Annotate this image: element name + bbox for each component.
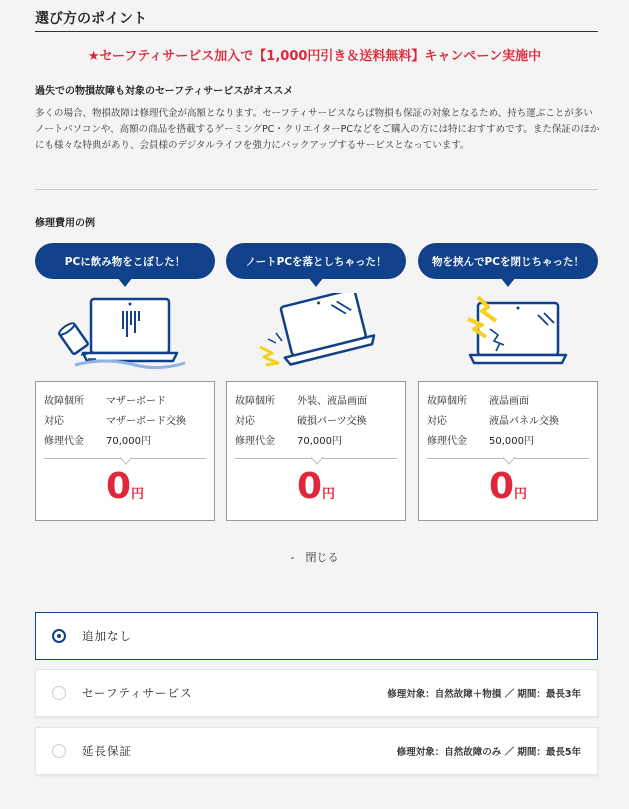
part-value: 外装、液晶画面 [297,396,367,407]
option-label: セーフティサービス [82,686,193,700]
cost-value: 70,000円 [297,436,342,447]
part-row [427,392,589,412]
action-row [44,412,206,432]
radio-unselected-icon[interactable] [52,744,66,758]
dropped-laptop-icon [246,293,386,373]
action-label: 対応 [235,416,255,427]
price-unit: 円 [131,487,145,502]
cost-value: 50,000円 [489,436,534,447]
action-value: 破損パーツ交換 [297,416,367,427]
repair-example-pinch [418,243,598,523]
campaign-banner: ★セーフティサービス加入で【1,000円引き＆送料無料】キャンペーン実施中 [87,49,542,64]
repair-detail-card [35,381,215,521]
cost-value: 70,000円 [106,436,151,447]
repair-example-spill [35,243,215,523]
cost-row [427,432,589,452]
part-value: マザーボード [106,396,166,407]
price-unit: 円 [322,487,336,502]
repair-example-drop [226,243,406,523]
bubble-tail [500,277,516,287]
price-value: 0 [296,466,323,507]
card-divider [235,458,397,459]
action-row [427,412,589,432]
example-title-bubble: ノートPCを落としちゃった！ [226,243,406,279]
chevron-down-icon [120,457,132,465]
radio-unselected-icon[interactable] [52,686,66,700]
bubble-tail [308,277,324,287]
radio-selected-icon[interactable] [52,629,66,643]
description-text: 多くの場合、物損故障は修理代金が高額となります。セーフティサービスならば物損も保証の対象となるため、持ち運ぶことが多いノートパソコンや、高額の商品を搭載するゲーミングPC・クリエイターPCなどをご購入の方には特におすすめです。また保証のほかにも様々な特典があり、会員様のデジタルライフを強力にバックアップするサービスとなっています。 [35,108,600,151]
option-safety-service[interactable] [35,669,598,717]
heading-divider [35,31,598,32]
cost-row [235,432,397,452]
part-label: 故障個所 [44,396,84,407]
part-label: 故障個所 [427,396,467,407]
cost-label: 修理代金 [235,436,275,447]
pinched-laptop-icon [438,293,578,373]
repair-detail-card [418,381,598,521]
section-heading: 選び方のポイント [35,11,147,27]
divider [35,189,598,190]
action-label: 対応 [44,416,64,427]
example-title-bubble: PCに飲み物をこぼした！ [35,243,215,279]
bubble-tail [117,277,133,287]
option-label: 追加なし [82,629,132,643]
part-row [235,392,397,412]
price-after [427,467,589,507]
lead-text: 過失での物損故障も対象のセーフティサービスがオススメ [35,86,294,97]
card-divider [427,458,589,459]
cost-row [44,432,206,452]
card-divider [44,458,206,459]
examples-title: 修理費用の例 [35,218,95,229]
price-unit: 円 [514,487,528,502]
option-coverage-note: 修理対象：自然故障のみ ／ 期間：最長5年 [396,747,581,758]
price-value: 0 [488,466,515,507]
action-label: 対応 [427,416,447,427]
price-after [44,467,206,507]
option-none[interactable] [35,612,598,660]
spilled-drink-laptop-icon [55,293,195,373]
repair-detail-card [226,381,406,521]
part-row [44,392,206,412]
part-label: 故障個所 [235,396,275,407]
cost-label: 修理代金 [44,436,84,447]
part-value: 液晶画面 [489,396,529,407]
option-extended-warranty[interactable] [35,727,598,775]
action-value: マザーボード交換 [106,416,186,427]
option-coverage-note: 修理対象：自然故障＋物損 ／ 期間：最長3年 [387,689,581,700]
chevron-down-icon [311,457,323,465]
close-toggle[interactable]: - 閉じる [290,551,339,564]
cost-label: 修理代金 [427,436,467,447]
chevron-down-icon [503,457,515,465]
action-row [235,412,397,432]
price-after [235,467,397,507]
option-label: 延長保証 [82,744,132,758]
action-value: 液晶パネル交換 [489,416,559,427]
price-value: 0 [105,466,132,507]
example-title-bubble: 物を挟んでPCを閉じちゃった！ [418,243,598,279]
